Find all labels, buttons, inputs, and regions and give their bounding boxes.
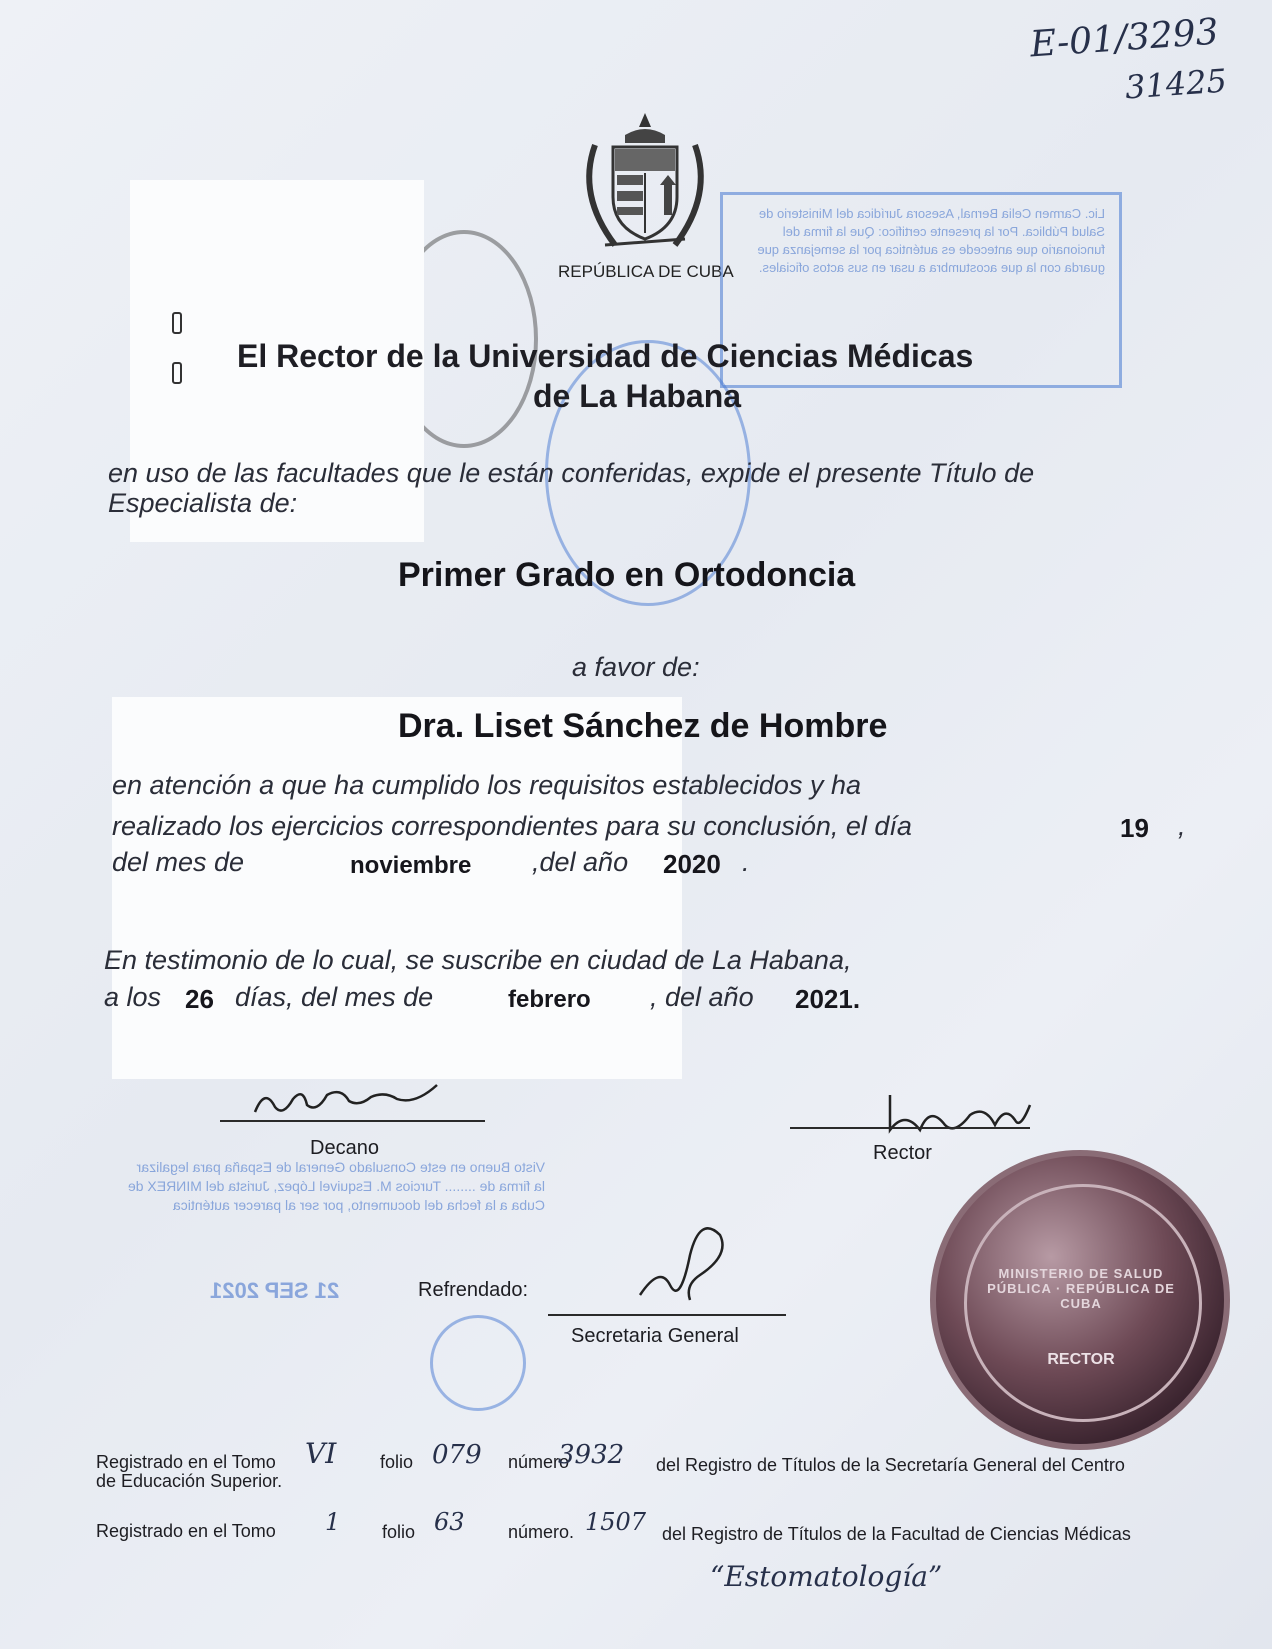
rector-label: Rector bbox=[873, 1142, 932, 1164]
notary-stamp-bottom-text: Visto Bueno en este Consulado General de España para legalizar la firma de ........ Turcios M. Esquivel López, Jurista del MINREX de Cuba a la fecha del documento, por ser al parecer auténtica bbox=[127, 1159, 545, 1213]
testimony-year-label: , del año bbox=[650, 982, 754, 1012]
body-line3a: del mes de bbox=[112, 847, 245, 877]
country-label: REPÚBLICA DE CUBA bbox=[558, 262, 734, 281]
testimony-line1: En testimonio de lo cual, se suscribe en ciudad de La Habana, bbox=[104, 945, 852, 975]
rector-signature bbox=[880, 1090, 1040, 1140]
faculty-note: “Estomatología” bbox=[710, 1560, 943, 1593]
testimony-year: 2021. bbox=[795, 984, 861, 1014]
registry1-line2: de Educación Superior. bbox=[96, 1471, 283, 1491]
body-day: 19 bbox=[1120, 813, 1149, 843]
registry2-folio-label: folio bbox=[382, 1522, 416, 1542]
registry1-label: Registrado en el Tomo bbox=[96, 1452, 276, 1472]
recipient-name: Dra. Liset Sánchez de Hombre bbox=[398, 707, 888, 745]
intro-line1: en uso de las facultades que le están conferidas, expide el presente Título de bbox=[108, 458, 1035, 488]
heading-line2: de La Habana bbox=[533, 378, 742, 414]
secretaria-line bbox=[548, 1314, 786, 1316]
testimony-mid: días, del mes de bbox=[235, 982, 434, 1012]
punch-mark bbox=[172, 362, 182, 384]
favor-label: a favor de: bbox=[572, 652, 700, 682]
testimony-prefix: a los bbox=[104, 982, 162, 1012]
refrendado-label: Refrendado: bbox=[418, 1279, 529, 1301]
body-line3b: ,del año bbox=[532, 847, 629, 877]
decano-signature bbox=[250, 1082, 470, 1122]
body-line2: realizado los ejercicios correspondientes para su conclusión, el día bbox=[112, 811, 912, 841]
testimony-day: 26 bbox=[185, 984, 214, 1014]
registry1-folio-label: folio bbox=[380, 1452, 414, 1472]
ref-code: E-01/3293 bbox=[1028, 11, 1220, 66]
ref-number: 31425 bbox=[1123, 61, 1228, 107]
body-line1: en atención a que ha cumplido los requisitos establecidos y ha bbox=[112, 770, 861, 800]
body-comma: , bbox=[1178, 811, 1186, 841]
redaction-block-middle bbox=[112, 697, 682, 1079]
registry1-numero: 3932 bbox=[558, 1440, 625, 1470]
registry2-label: Registrado en el Tomo bbox=[96, 1521, 276, 1541]
registry1-rest: del Registro de Títulos de la Secretaría General del Centro bbox=[656, 1455, 1125, 1475]
notary-stamp-top-text: Lic. Carmen Celia Bernal, Asesora Jurídica del Ministerio de Salud Pública. Por la presente certifico: Que la firma del funcionario que antecede es auténtica por la semejanza que guarda con la que acostumbra a usar en sus actos oficiales. bbox=[757, 206, 1105, 275]
registry1-tomo: VI bbox=[305, 1437, 337, 1470]
secretaria-label: Secretaria General bbox=[571, 1325, 739, 1347]
round-stamp-bottom bbox=[430, 1315, 526, 1411]
ministry-seal bbox=[930, 1150, 1230, 1450]
punch-mark bbox=[172, 312, 182, 334]
degree-title: Primer Grado en Ortodoncia bbox=[398, 556, 856, 594]
notary-stamp-bottom bbox=[125, 1158, 545, 1268]
registry2-rest: del Registro de Títulos de la Facultad de Ciencias Médicas bbox=[662, 1524, 1131, 1544]
body-period: . bbox=[742, 847, 750, 877]
registry2-numero: 1507 bbox=[585, 1508, 647, 1536]
seal-center: RECTOR bbox=[1047, 1351, 1115, 1368]
coat-of-arms-icon bbox=[565, 105, 725, 255]
seal-text: MINISTERIO DE SALUD PÚBLICA · REPÚBLICA DE CUBA bbox=[987, 1266, 1175, 1311]
testimony-month: febrero bbox=[508, 986, 591, 1013]
intro-line2: Especialista de: bbox=[108, 488, 298, 518]
decano-line bbox=[220, 1120, 485, 1122]
secretaria-signature bbox=[630, 1215, 740, 1315]
stamp-date: 21 SEP 2021 bbox=[210, 1278, 340, 1303]
registry2-folio: 63 bbox=[434, 1508, 465, 1536]
rector-line bbox=[790, 1127, 1030, 1129]
body-year: 2020 bbox=[663, 849, 721, 879]
body-month: noviembre bbox=[350, 852, 472, 879]
decano-label: Decano bbox=[310, 1137, 379, 1159]
registry1-numero-label: número bbox=[508, 1452, 570, 1472]
registry2-numero-label: número. bbox=[508, 1522, 575, 1542]
registry2-tomo: 1 bbox=[325, 1508, 341, 1536]
registry1-folio: 079 bbox=[432, 1440, 482, 1470]
heading-line1: El Rector de la Universidad de Ciencias Médicas bbox=[237, 338, 974, 374]
